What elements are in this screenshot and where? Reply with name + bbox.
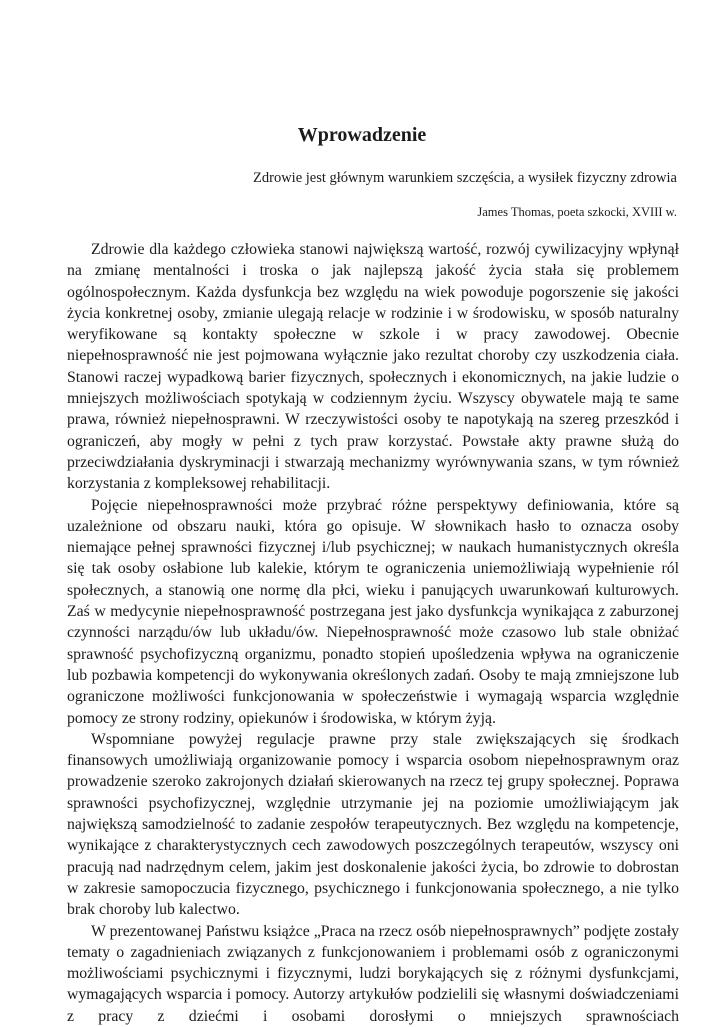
body-text (67, 239, 679, 1027)
epigraph-attribution: James Thomas, poeta szkocki, XVIII w. (477, 205, 677, 219)
page-title: Wprowadzenie (297, 124, 427, 146)
paragraph: Zdrowie dla każdego człowieka stanowi największą wartość, rozwój cywilizacyjny wpłynął na zmianę mentalności i troska o jak najlepszą jakość życia stała się problemem ogólnospołecznym. Każda dysfunkcja bez względu na wiek powoduje pogorszenie się jakości życia konkretnej osoby, zmianie ulegają relacje w rodzinie i w środowisku, w sposób naturalny weryfikowane są kontakty społeczne w szkole i w pracy zawodowej. Obecnie niepełnosprawność nie jest pojmowana wyłącznie jako rezultat choroby czy uszkodzenia ciała. Stanowi raczej wypadkową barier fizycznych, społecznych i ekonomicznych, na jakie ludzie o mniejszych możliwościach spotykają w codziennym życiu. Wszyscy obywatele mają te same prawa, również niepełnosprawni. W rzeczywistości osoby te napotykają na szereg przeszkód i ograniczeń, aby mogły w pełni z tych praw korzystać. Powstałe akty prawne służą do przeciwdziałania dyskryminacji i stwarzają mechanizmy wyrównywania szans, w tym również korzystania z kompleksowej rehabilitacji. (67, 241, 679, 493)
paragraph: Pojęcie niepełnosprawności może przybrać różne perspektywy definiowania, które są uzależnione od obszaru nauki, która go opisuje. W słownikach hasło to oznacza osoby niemające pełnej sprawności fizycznej i/lub psychicznej; w naukach humanistycznych określa się tak osoby osłabione lub kalekie, którym te ograniczenia uniemożliwiają wypełnienie ról społecznych, a stanowią one normę dla płci, wieku i panujących uwarunkowań kulturowych. Zaś w medycynie niepełnosprawność postrzegana jest jako dysfunkcja wynikająca z zaburzonej czynności narządu/ów lub układu/ów. Niepełnosprawność może czasowo lub stale obniżać sprawność psychofizyczną organizmu, ponadto stopień upośledzenia wpływa na ograniczenie lub pozbawia kompetencji do wykonywania określonych zadań. Osoby te mają zmniejszone lub ograniczone możliwości funkcjonowania w społeczeństwie i wymagają wsparcia względnie pomocy ze strony rodziny, opiekunów i środowiska, w którym żyją. (67, 496, 679, 727)
paragraph: W prezentowanej Państwu książce „Praca na rzecz osób niepełnosprawnych” podjęte zostały tematy o zagadnieniach związanych z funkcjonowaniem i problemami osób z ograniczonymi możliwościami psychicznymi i fizycznymi, ludzi borykających się z różnymi dysfunkcjami, wymagających wsparcia i pomocy. Autorzy artykułów podzielili się własnymi doświadczeniami z pracy z dziećmi i osobami dorosłymi o mniejszych sprawnościach (67, 922, 679, 1025)
paragraph: Wspomniane powyżej regulacje prawne przy stale zwiększających się środkach finansowych umożliwiają organizowanie pomocy i wsparcia osobom niepełnosprawnym oraz prowadzenie szeroko zakrojonych działań skierowanych na rzecz tej grupy społecznej. Poprawa sprawności psychofizycznej, względnie utrzymanie jej na poziomie umożliwiającym jak największą samodzielność to zadanie zespołów terapeutycznych. Bez względu na kompetencje, wynikające z charakterystycznych cech zawodowych poszczególnych terapeutów, wszyscy oni pracują nad nadrzędnym celem, jakim jest doskonalenie jakości życia, bo zdrowie to dobrostan w zakresie samopoczucia fizycznego, psychicznego i funkcjonowania społecznego, a nie tylko brak choroby lub kalectwo. (67, 730, 679, 919)
epigraph-quote: Zdrowie jest głównym warunkiem szczęścia, a wysiłek fizyczny zdrowia (253, 170, 677, 186)
